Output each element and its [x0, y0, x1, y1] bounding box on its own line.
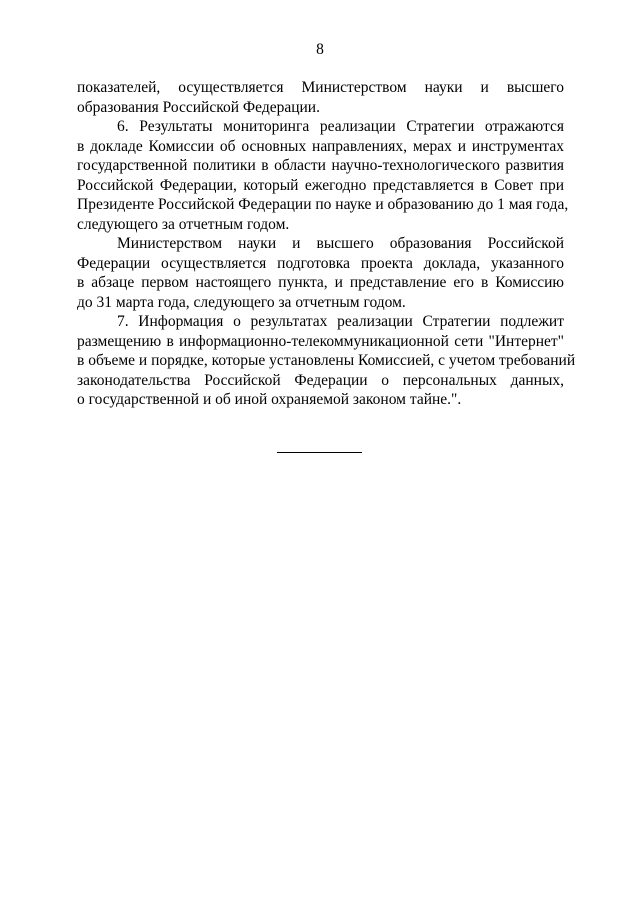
text-line: Президенте Российской Федерации по науке и образованию до 1 мая года, [77, 196, 569, 213]
text-line: образования Российской Федерации. [77, 98, 320, 116]
text-line: размещению в информационно-телекоммуникационной сети "Интернет" [77, 332, 564, 350]
text-line: следующего за отчетным годом. [77, 215, 290, 233]
page-number: 8 [316, 41, 324, 58]
document-body [77, 78, 576, 410]
paragraph-ministry-report [77, 234, 564, 312]
text-line: 6. Результаты мониторинга реализации Стратегии отражаются [117, 118, 564, 135]
text-line: в докладе Комиссии об основных направлениях, мерах и инструментах [77, 137, 564, 155]
text-line: законодательства Российской Федерации о персональных данных, [77, 371, 564, 389]
text-line: Министерством науки и высшего образования Российской [117, 235, 564, 252]
text-line: Российской Федерации, который ежегодно представляется в Совет при [77, 176, 564, 194]
paragraph-continuation [77, 78, 564, 117]
text-line: государственной политики в области научно-технологического развития [77, 157, 564, 174]
end-separator-line [277, 452, 362, 453]
text-line: в объеме и порядке, которые установлены Комиссией, с учетом требований [77, 352, 576, 369]
text-line: о государственной и об иной охраняемой законом тайне.". [77, 391, 462, 408]
text-line: Федерации осуществляется подготовка проекта доклада, указанного [77, 254, 564, 272]
text-line: 7. Информация о результатах реализации Стратегии подлежит [117, 313, 564, 330]
paragraph-item-6 [77, 117, 569, 234]
paragraph-item-7 [77, 312, 576, 410]
text-line: показателей, осуществляется Министерством науки и высшего [77, 79, 564, 96]
text-line: в абзаце первом настоящего пункта, и представление его в Комиссию [77, 274, 564, 291]
text-line: до 31 марта года, следующего за отчетным годом. [77, 293, 406, 311]
